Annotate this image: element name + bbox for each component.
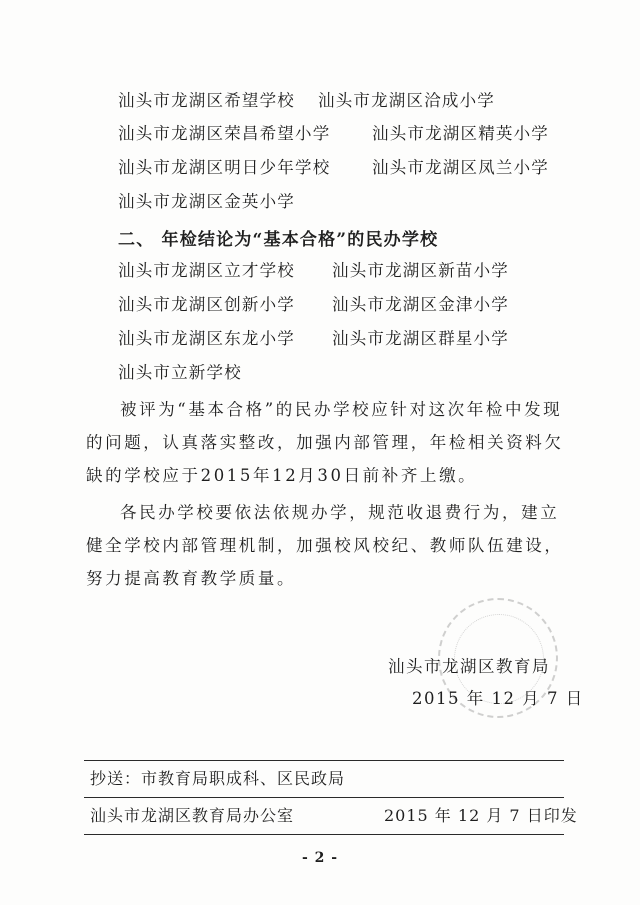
school-name: 汕头市龙湖区创新小学 xyxy=(118,295,295,314)
school-name: 汕头市龙湖区群星小学 xyxy=(332,329,509,348)
school-name: 汕头市龙湖区东龙小学 xyxy=(118,329,295,348)
cc-line xyxy=(90,768,345,790)
school-name: 汕头市立新学校 xyxy=(118,363,242,382)
school-name: 汕头市龙湖区新苗小学 xyxy=(332,261,509,280)
print-date: 2015 年 12 月 7 日印发 xyxy=(384,806,578,825)
school-name: 汕头市龙湖区明日少年学校 xyxy=(118,158,331,177)
school-name: 汕头市龙湖区金英小学 xyxy=(118,192,295,211)
school-name: 汕头市龙湖区立才学校 xyxy=(118,261,295,280)
body-paragraph: 各民办学校要依法依规办学，规范收退费行为，建立健全学校内部管理机制，加强校风校纪、教师队伍建设，努力提高教育教学质量。 xyxy=(86,503,564,588)
issue-date: 2015 年 12 月 7 日 xyxy=(412,689,584,708)
school-name: 汕头市龙湖区洽成小学 xyxy=(318,91,495,110)
page-number: - 2 - xyxy=(301,850,339,866)
school-name: 汕头市龙湖区金津小学 xyxy=(332,295,509,314)
divider xyxy=(84,797,564,798)
divider xyxy=(84,760,564,761)
body-paragraph: 被评为“基本合格”的民办学校应针对这次年检中发现的问题，认真落实整改，加强内部管理，年检相关资料欠缺的学校应于2015年12月30日前补齐上缴。 xyxy=(86,400,564,485)
school-name: 汕头市龙湖区凤兰小学 xyxy=(372,158,549,177)
section-heading: 二、 年检结论为“基本合格”的民办学校 xyxy=(118,230,439,250)
issuing-organization: 汕头市龙湖区教育局 xyxy=(388,657,550,676)
school-name: 汕头市龙湖区荣昌希望小学 xyxy=(118,124,331,143)
issuing-office: 汕头市龙湖区教育局办公室 xyxy=(90,806,295,825)
school-name: 汕头市龙湖区希望学校 xyxy=(118,91,295,110)
school-name: 汕头市龙湖区精英小学 xyxy=(372,124,549,143)
cc-recipients: 市教育局职成科、区民政局 xyxy=(141,769,346,788)
cc-label: 抄送： xyxy=(90,769,142,788)
divider xyxy=(84,834,564,835)
